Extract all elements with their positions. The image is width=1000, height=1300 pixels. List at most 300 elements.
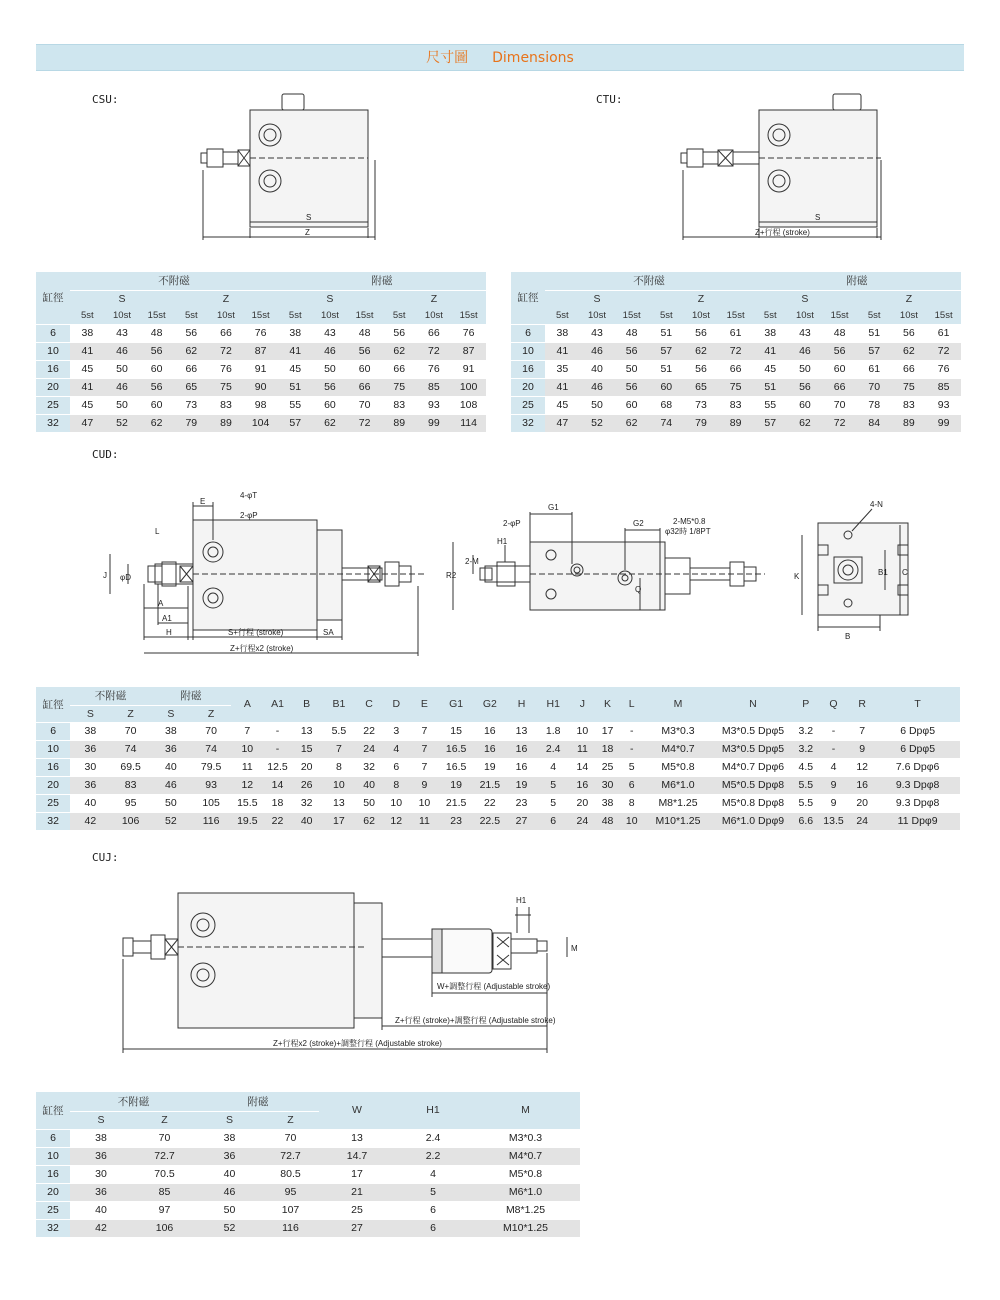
table-cell: 19 — [439, 776, 474, 794]
table-cell: 8 — [382, 776, 410, 794]
table-row — [36, 414, 486, 432]
table-row — [36, 378, 486, 396]
column-header: H — [506, 687, 537, 722]
table-cell: 9 — [849, 740, 875, 758]
table-row — [36, 1219, 580, 1237]
table-cell: 16 — [474, 740, 506, 758]
table-cell: 20 — [569, 794, 595, 812]
column-header: D — [382, 687, 410, 722]
table-cell: 46 — [197, 1183, 262, 1201]
table-cell: 66 — [382, 360, 417, 378]
table-cell: M8*1.25 — [471, 1201, 580, 1219]
table-cell: 72 — [718, 342, 753, 360]
bore-cell: 10 — [36, 342, 70, 360]
table-row — [36, 396, 486, 414]
stroke-header: 10st — [313, 307, 348, 324]
table-cell: 12.5 — [263, 758, 291, 776]
table-cell: 11 — [231, 758, 263, 776]
dim-h: H — [166, 628, 172, 637]
table-cell: 116 — [262, 1219, 319, 1237]
table-cell: 62 — [614, 414, 649, 432]
table-cell: 87 — [451, 342, 486, 360]
table-cell: 46 — [580, 342, 615, 360]
table-cell: 15 — [292, 740, 322, 758]
table-cell: 13 — [292, 722, 322, 740]
column-header: G2 — [474, 687, 506, 722]
section-label-cuj: CUJ: — [92, 851, 119, 864]
table-cell: 36 — [151, 740, 191, 758]
table-cell: 87 — [243, 342, 278, 360]
table-cell: 73 — [174, 396, 209, 414]
table-cell: 52 — [197, 1219, 262, 1237]
table-cell: 76 — [926, 360, 961, 378]
bore-cell: 20 — [36, 378, 70, 396]
table-cell: 16 — [849, 776, 875, 794]
table-cell: 97 — [132, 1201, 197, 1219]
table-cell: 6 — [382, 758, 410, 776]
table-cell: 60 — [347, 360, 382, 378]
table-cell: 75 — [718, 378, 753, 396]
bore-cell: 32 — [36, 812, 70, 830]
table-cell: 60 — [139, 360, 174, 378]
non-mag-header: 不附磁 — [70, 687, 151, 705]
stroke-header: 15st — [451, 307, 486, 324]
table-row — [36, 1165, 580, 1183]
table-cell: 18 — [263, 794, 291, 812]
table-row — [511, 342, 961, 360]
table-cell: 40 — [580, 360, 615, 378]
table-cell: 91 — [451, 360, 486, 378]
table-cell: 2.2 — [395, 1147, 471, 1165]
stroke-header: 15st — [822, 307, 857, 324]
non-mag-header: 不附磁 — [545, 272, 753, 290]
table-cell: - — [620, 740, 644, 758]
table-cell: 25 — [319, 1201, 395, 1219]
table-row — [511, 378, 961, 396]
cuj-table — [36, 1092, 580, 1238]
sub-header: S — [197, 1111, 262, 1129]
table-cell: 70 — [191, 722, 231, 740]
table-row — [36, 776, 960, 794]
column-header: H1 — [395, 1092, 471, 1129]
table-cell: 48 — [822, 324, 857, 342]
ctu-table — [511, 272, 961, 433]
table-cell: 19 — [474, 758, 506, 776]
table-cell: 5.5 — [794, 794, 818, 812]
table-cell: 70 — [822, 396, 857, 414]
stroke-header: 15st — [139, 307, 174, 324]
cud-side-drawing — [100, 490, 440, 665]
table-cell: 79 — [174, 414, 209, 432]
table-cell: 6 — [395, 1201, 471, 1219]
table-cell: 21 — [319, 1183, 395, 1201]
table-cell: 13 — [319, 1129, 395, 1147]
table-cell: 83 — [382, 396, 417, 414]
table-cell: - — [620, 722, 644, 740]
table-cell: 4 — [537, 758, 569, 776]
table-cell: 42 — [70, 812, 110, 830]
table-cell: 61 — [857, 360, 892, 378]
table-cell: 56 — [174, 324, 209, 342]
table-cell: 72 — [822, 414, 857, 432]
table-cell: 47 — [545, 414, 580, 432]
table-cell: 17 — [322, 812, 356, 830]
table-cell: 14 — [569, 758, 595, 776]
dim-g2: G2 — [633, 519, 644, 528]
sub-header: Z — [110, 705, 150, 722]
bore-cell: 16 — [36, 758, 70, 776]
table-cell: 76 — [417, 360, 452, 378]
bore-cell: 32 — [36, 1219, 70, 1237]
table-cell: M8*1.25 — [644, 794, 712, 812]
table-cell: 56 — [788, 378, 823, 396]
table-cell: 9.3 Dpφ8 — [875, 776, 960, 794]
s-header: S — [545, 290, 649, 307]
table-cell: 20 — [849, 794, 875, 812]
s-header: S — [70, 290, 174, 307]
bore-cell: 20 — [511, 378, 545, 396]
table-cell: 60 — [313, 396, 348, 414]
table-cell: M4*0.7 — [471, 1147, 580, 1165]
table-cell: M6*1.0 — [644, 776, 712, 794]
stroke-header: 5st — [382, 307, 417, 324]
table-cell: 70 — [110, 722, 150, 740]
table-cell: 7 — [410, 722, 438, 740]
table-cell: 99 — [417, 414, 452, 432]
table-cell: 66 — [718, 360, 753, 378]
table-cell: 16.5 — [439, 740, 474, 758]
table-cell: 75 — [382, 378, 417, 396]
bore-header: 缸徑 — [36, 272, 70, 324]
bore-cell: 6 — [511, 324, 545, 342]
mag-header: 附磁 — [197, 1092, 319, 1111]
column-header: Q — [818, 687, 849, 722]
stroke-header: 5st — [753, 307, 788, 324]
table-cell: 50 — [356, 794, 382, 812]
table-cell: 38 — [545, 324, 580, 342]
bore-cell: 25 — [36, 396, 70, 414]
table-cell: - — [263, 740, 291, 758]
bore-header: 缸徑 — [36, 687, 70, 722]
table-cell: 6 Dpφ5 — [875, 740, 960, 758]
table-cell: 10 — [382, 794, 410, 812]
bore-cell: 10 — [36, 740, 70, 758]
table-cell: 5 — [620, 758, 644, 776]
bore-cell: 6 — [36, 722, 70, 740]
table-row — [36, 740, 960, 758]
table-cell: 27 — [506, 812, 537, 830]
table-cell: 61 — [926, 324, 961, 342]
bore-cell: 10 — [511, 342, 545, 360]
table-cell: 10 — [231, 740, 263, 758]
table-cell: 48 — [347, 324, 382, 342]
table-cell: 99 — [926, 414, 961, 432]
table-cell: 100 — [451, 378, 486, 396]
dim-z-stroke: Z+行程x2 (stroke) — [230, 644, 294, 653]
table-cell: M3*0.5 Dpφ5 — [712, 740, 794, 758]
non-mag-header: 不附磁 — [70, 1092, 197, 1111]
table-cell: 56 — [614, 342, 649, 360]
z-header: Z — [382, 290, 486, 307]
dim-b1: B1 — [878, 568, 888, 577]
dim-m: M — [571, 944, 578, 953]
column-header: B — [292, 687, 322, 722]
table-cell: M10*1.25 — [644, 812, 712, 830]
dim-q: Q — [635, 585, 642, 594]
column-header: K — [595, 687, 619, 722]
table-cell: 40 — [151, 758, 191, 776]
table-cell: 12 — [382, 812, 410, 830]
dim-h1: H1 — [516, 896, 527, 905]
table-cell: 9.3 Dpφ8 — [875, 794, 960, 812]
table-cell: 17 — [595, 722, 619, 740]
sub-header: S — [70, 1111, 132, 1129]
table-cell: 93 — [191, 776, 231, 794]
table-cell: 5 — [537, 776, 569, 794]
table-cell: 70 — [857, 378, 892, 396]
stroke-header: 5st — [174, 307, 209, 324]
table-cell: 15 — [439, 722, 474, 740]
column-header: A — [231, 687, 263, 722]
stroke-header: 15st — [718, 307, 753, 324]
table-cell: 51 — [753, 378, 788, 396]
bore-cell: 10 — [36, 1147, 70, 1165]
table-cell: 83 — [718, 396, 753, 414]
table-cell: 42 — [70, 1219, 132, 1237]
dim-s-stroke: S+行程 (stroke) — [228, 628, 284, 637]
sub-header: S — [70, 705, 110, 722]
table-cell: 41 — [753, 342, 788, 360]
sub-header: S — [151, 705, 191, 722]
table-cell: M5*0.5 Dpφ8 — [712, 776, 794, 794]
column-header: W — [319, 1092, 395, 1129]
table-cell: 83 — [892, 396, 927, 414]
stroke-header: 15st — [243, 307, 278, 324]
table-cell: 78 — [857, 396, 892, 414]
table-cell: 41 — [545, 342, 580, 360]
table-cell: 79.5 — [191, 758, 231, 776]
table-cell: 74 — [110, 740, 150, 758]
table-cell: 36 — [197, 1147, 262, 1165]
dim-2-m5: 2-M5*0.8 — [673, 517, 706, 526]
dim-c: C — [902, 568, 908, 577]
table-cell: 106 — [132, 1219, 197, 1237]
table-cell: 21.5 — [474, 776, 506, 794]
table-cell: 90 — [243, 378, 278, 396]
table-cell: 74 — [191, 740, 231, 758]
table-cell: 83 — [209, 396, 244, 414]
mag-header: 附磁 — [278, 272, 486, 290]
dim-phi-p: 2-φP — [240, 511, 258, 520]
table-cell: 72 — [209, 342, 244, 360]
table-cell: 40 — [70, 1201, 132, 1219]
table-cell: 95 — [110, 794, 150, 812]
cud-end-drawing — [790, 495, 915, 645]
table-cell: 7.6 Dpφ6 — [875, 758, 960, 776]
z-header: Z — [649, 290, 753, 307]
table-cell: 66 — [174, 360, 209, 378]
table-cell: 5 — [395, 1183, 471, 1201]
table-cell: 70 — [347, 396, 382, 414]
table-cell: 50 — [105, 396, 140, 414]
table-cell: M4*0.7 Dpφ6 — [712, 758, 794, 776]
table-cell: M3*0.5 Dpφ5 — [712, 722, 794, 740]
title-en: Dimensions — [492, 50, 574, 66]
table-cell: 57 — [278, 414, 313, 432]
table-cell: 3 — [382, 722, 410, 740]
table-cell: 24 — [356, 740, 382, 758]
table-cell: 43 — [313, 324, 348, 342]
stroke-header: 10st — [788, 307, 823, 324]
table-cell: 41 — [278, 342, 313, 360]
table-cell: 60 — [139, 396, 174, 414]
table-cell: M6*1.0 — [471, 1183, 580, 1201]
table-cell: 6 — [537, 812, 569, 830]
table-cell: 76 — [451, 324, 486, 342]
table-cell: 36 — [70, 776, 110, 794]
table-row — [36, 722, 960, 740]
table-cell: 51 — [278, 378, 313, 396]
table-cell: 38 — [197, 1129, 262, 1147]
stroke-header: 10st — [580, 307, 615, 324]
table-cell: 69.5 — [110, 758, 150, 776]
table-cell: 2.4 — [537, 740, 569, 758]
dim-z: Z — [305, 228, 310, 237]
table-row — [36, 342, 486, 360]
dim-2-m: 2-M — [465, 557, 479, 566]
table-row — [511, 360, 961, 378]
table-cell: 104 — [243, 414, 278, 432]
table-cell: 76 — [209, 360, 244, 378]
table-cell: 27 — [319, 1219, 395, 1237]
table-cell: 93 — [417, 396, 452, 414]
dim-phi-t: 4-φT — [240, 491, 258, 500]
table-cell: 46 — [788, 342, 823, 360]
dim-pt: φ32時 1/8PT — [665, 527, 711, 536]
table-cell: 51 — [649, 360, 684, 378]
table-cell: 1.8 — [537, 722, 569, 740]
table-cell: 10 — [410, 794, 438, 812]
table-cell: 7 — [322, 740, 356, 758]
table-cell: 36 — [70, 740, 110, 758]
table-cell: 38 — [753, 324, 788, 342]
stroke-header: 10st — [209, 307, 244, 324]
table-cell: 25 — [595, 758, 619, 776]
table-cell: 55 — [278, 396, 313, 414]
bore-header: 缸徑 — [36, 1092, 70, 1129]
bore-cell: 25 — [36, 1201, 70, 1219]
title-cn: 尺寸圖 — [426, 50, 469, 66]
table-cell: 16 — [506, 758, 537, 776]
table-cell: 75 — [892, 378, 927, 396]
dim-l: L — [155, 527, 160, 536]
stroke-header: 5st — [649, 307, 684, 324]
table-cell: 16 — [474, 722, 506, 740]
table-cell: 60 — [822, 360, 857, 378]
table-cell: 89 — [892, 414, 927, 432]
table-cell: 65 — [684, 378, 719, 396]
bore-cell: 20 — [36, 1183, 70, 1201]
table-cell: 70.5 — [132, 1165, 197, 1183]
csu-table — [36, 272, 486, 433]
column-header: B1 — [322, 687, 356, 722]
table-cell: 41 — [545, 378, 580, 396]
page-title-banner — [36, 44, 964, 71]
column-header: H1 — [537, 687, 569, 722]
column-header: P — [794, 687, 818, 722]
z-header: Z — [857, 290, 961, 307]
table-cell: 56 — [822, 342, 857, 360]
table-cell: 8 — [322, 758, 356, 776]
table-cell: 62 — [356, 812, 382, 830]
table-cell: 66 — [417, 324, 452, 342]
dim-s: S — [306, 213, 312, 222]
section-label-ctu: CTU: — [596, 93, 623, 106]
table-cell: 46 — [105, 378, 140, 396]
table-cell: 76 — [243, 324, 278, 342]
ctu-drawing — [675, 90, 890, 245]
table-row — [36, 1201, 580, 1219]
table-cell: 68 — [649, 396, 684, 414]
table-cell: 72 — [347, 414, 382, 432]
z-header: Z — [174, 290, 278, 307]
table-cell: 93 — [926, 396, 961, 414]
table-cell: 12 — [231, 776, 263, 794]
table-cell: 56 — [684, 324, 719, 342]
table-cell: 66 — [822, 378, 857, 396]
dim-e: E — [200, 497, 206, 506]
table-cell: 106 — [110, 812, 150, 830]
table-cell: 38 — [70, 722, 110, 740]
table-cell: 89 — [718, 414, 753, 432]
table-cell: 62 — [382, 342, 417, 360]
table-cell: 36 — [70, 1183, 132, 1201]
table-cell: 50 — [614, 360, 649, 378]
dim-a: A — [158, 599, 164, 608]
table-cell: 38 — [151, 722, 191, 740]
table-cell: 11 — [410, 812, 438, 830]
column-header: L — [620, 687, 644, 722]
table-cell: 98 — [243, 396, 278, 414]
mag-header: 附磁 — [151, 687, 232, 705]
table-cell: 89 — [382, 414, 417, 432]
table-cell: 40 — [356, 776, 382, 794]
table-cell: 56 — [139, 378, 174, 396]
table-cell: 23 — [506, 794, 537, 812]
table-cell: 62 — [174, 342, 209, 360]
table-cell: 4 — [818, 758, 849, 776]
table-cell: M3*0.3 — [471, 1129, 580, 1147]
table-cell: 48 — [139, 324, 174, 342]
table-cell: 73 — [684, 396, 719, 414]
table-cell: 62 — [788, 414, 823, 432]
dim-j: J — [103, 571, 107, 580]
column-header: A1 — [263, 687, 291, 722]
dim-phi-d: φD — [120, 573, 131, 582]
table-cell: M4*0.7 — [644, 740, 712, 758]
table-cell: 56 — [614, 378, 649, 396]
table-cell: 6 — [620, 776, 644, 794]
table-cell: 66 — [892, 360, 927, 378]
table-cell: 62 — [139, 414, 174, 432]
table-cell: 6 — [395, 1219, 471, 1237]
table-row — [511, 414, 961, 432]
table-row — [36, 324, 486, 342]
table-cell: 70 — [132, 1129, 197, 1147]
table-cell: 38 — [70, 324, 105, 342]
cuj-drawing — [115, 885, 585, 1060]
table-row — [36, 794, 960, 812]
